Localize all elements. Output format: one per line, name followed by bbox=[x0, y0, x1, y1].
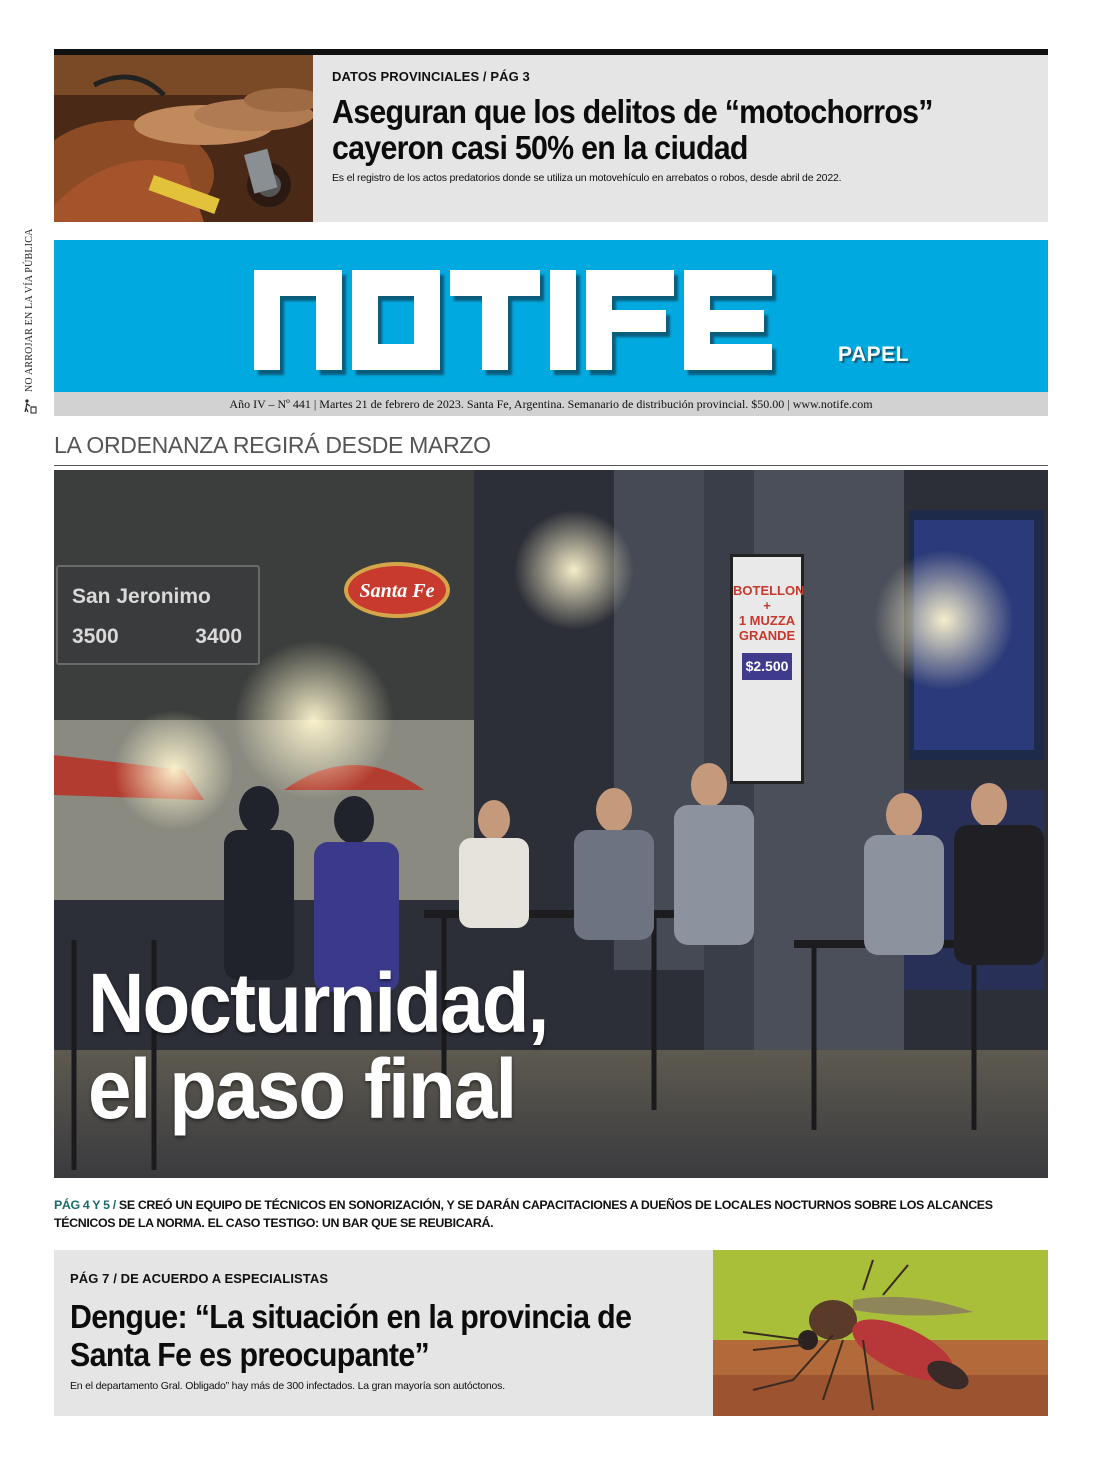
mosquito-photo-illustration bbox=[713, 1250, 1048, 1416]
side-note-text: NO ARROJAR EN LA VÍA PÚBLICA bbox=[24, 228, 35, 392]
top-teaser-photo[interactable] bbox=[54, 55, 313, 222]
poster-price: $2.500 bbox=[742, 653, 793, 680]
masthead bbox=[54, 240, 1048, 392]
caption-page-ref[interactable]: PÁG 4 Y 5 / bbox=[54, 1198, 116, 1212]
bottom-teaser-dek: En el departamento Gral. Obligado” hay más de 300 infectados. La gran mayoría son autóctonos. bbox=[70, 1380, 505, 1392]
section-divider bbox=[54, 465, 1048, 466]
street-sign-number-left: 3500 bbox=[72, 625, 119, 648]
section-title: LA ORDENANZA REGIRÁ DESDE MARZO bbox=[54, 432, 491, 458]
litter-bin-icon bbox=[22, 398, 38, 414]
notife-logo[interactable] bbox=[254, 270, 772, 370]
street-sign bbox=[56, 565, 260, 665]
logo-letter-o bbox=[352, 270, 440, 370]
main-story-caption bbox=[54, 1196, 1048, 1232]
side-note bbox=[20, 222, 40, 417]
main-headline-line-1: Nocturnidad, bbox=[88, 956, 548, 1050]
top-teaser[interactable] bbox=[54, 55, 1048, 222]
promo-poster bbox=[730, 554, 804, 784]
logo-letter-e bbox=[684, 270, 772, 370]
street-sign-name: San Jeronimo bbox=[72, 585, 211, 608]
bottom-teaser-headline[interactable]: Dengue: “La situación en la provincia de Santa Fe es preocupante” bbox=[70, 1298, 632, 1373]
motorcycles-photo-illustration bbox=[54, 55, 313, 222]
main-headline-line-2: el paso final bbox=[88, 1042, 516, 1136]
bottom-teaser-photo[interactable] bbox=[713, 1250, 1048, 1416]
logo-subtitle: PAPEL bbox=[838, 343, 909, 366]
poster-line-4: GRANDE bbox=[738, 628, 796, 643]
top-teaser-kicker: DATOS PROVINCIALES / PÁG 3 bbox=[332, 69, 530, 84]
brand-oval-sign: Santa Fe bbox=[344, 562, 450, 618]
logo-letter-t bbox=[450, 270, 540, 370]
main-headline[interactable] bbox=[88, 956, 548, 1136]
street-sign-number-right: 3400 bbox=[195, 625, 242, 648]
caption-text: SE CREÓ UN EQUIPO DE TÉCNICOS EN SONORIZACIÓN, Y SE DARÁN CAPACITACIONES A DUEÑOS DE LOCALES NOCTURNOS SOBRE LOS ALCANCES TÉCNICOS DE LA NORMA. EL CASO TESTIGO: UN BAR QUE SE REUBICARÁ. bbox=[54, 1198, 993, 1230]
poster-line-2: + bbox=[763, 598, 771, 613]
main-story-photo[interactable] bbox=[54, 470, 1048, 1178]
bottom-teaser[interactable] bbox=[54, 1250, 1048, 1416]
logo-letter-f bbox=[586, 270, 674, 370]
logo-letter-n bbox=[254, 270, 342, 370]
poster-line-3: 1 MUZZA bbox=[738, 613, 796, 628]
bottom-teaser-kicker: PÁG 7 / DE ACUERDO A ESPECIALISTAS bbox=[70, 1271, 329, 1286]
top-teaser-dek: Es el registro de los actos predatorios donde se utiliza un motovehículo en arrebatos o robos, desde abril de 2022. bbox=[332, 172, 842, 184]
issue-info-bar: Año IV – Nº 441 | Martes 21 de febrero de 2023. Santa Fe, Argentina. Semanario de distribución provincial. $50.00 | www.notife.com bbox=[54, 392, 1048, 416]
top-teaser-headline[interactable]: Aseguran que los delitos de “motochorros” cayeron casi 50% en la ciudad bbox=[332, 93, 933, 166]
poster-line-1: BOTELLON bbox=[733, 583, 805, 598]
logo-letter-i bbox=[550, 270, 576, 370]
